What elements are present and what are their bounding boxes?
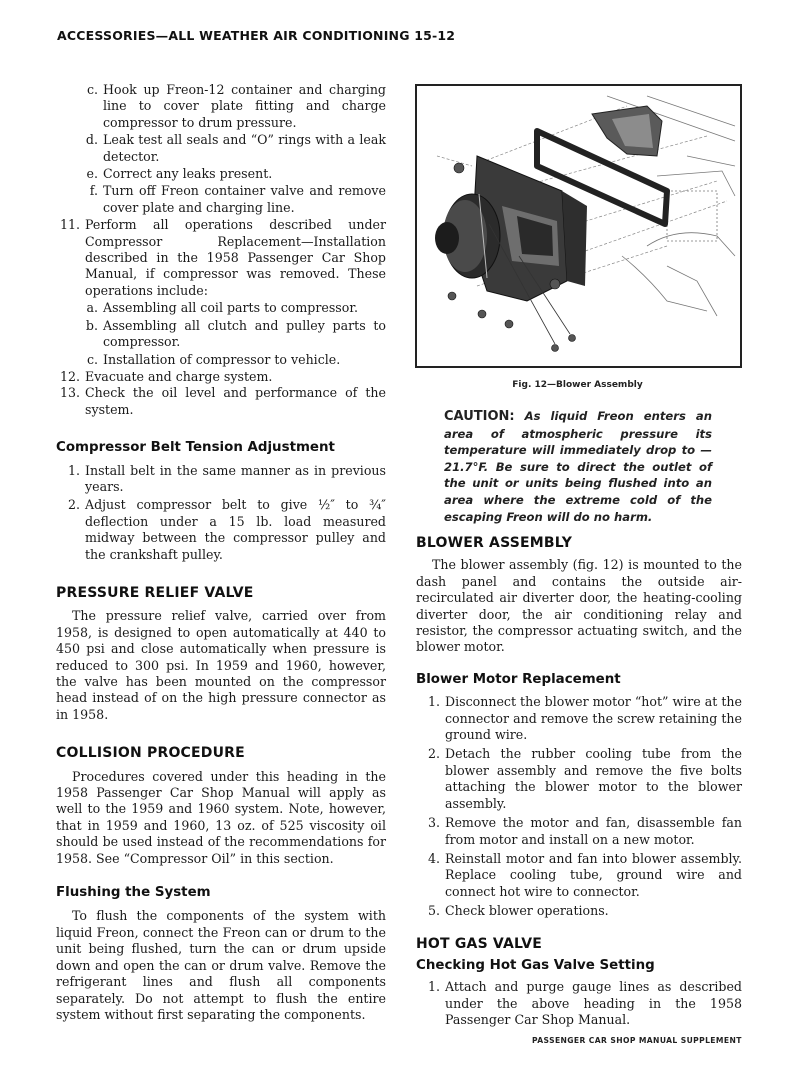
item-label: 11. — [59, 217, 80, 233]
item-text: Leak test all seals and “O” rings with a leak detector. — [103, 132, 386, 164]
item-label: f. — [89, 183, 98, 199]
figure-caption: Fig. 12—Blower Assembly — [512, 380, 643, 390]
list-item — [56, 318, 386, 351]
item-label: c. — [86, 82, 98, 97]
item-text: Detach the rubber cooling tube from the blower assembly and remove the five bolts attaching the blower motor to the blower assembly. — [445, 746, 742, 811]
list-item — [416, 746, 742, 812]
item-text: Perform all operations described under Compressor Replacement—Installation described in the 1958 Passenger Car Shop Manual, if compressor was removed. These operations include: — [85, 217, 386, 298]
section-heading-blower-assembly: BLOWER ASSEMBLY — [416, 535, 573, 551]
item-label: 1. — [427, 979, 440, 995]
blower-assembly-paragraph: The blower assembly (fig. 12) is mounted to the dash panel and contains the outside air-recirculated air diverter door, the heating-cooling diverter door, the air conditioning relay and resistor, the compressor actuating switch, and the blower motor. — [416, 557, 742, 655]
section-heading-flushing: Flushing the System — [56, 885, 211, 901]
list-item — [56, 166, 386, 182]
list-item — [56, 82, 386, 131]
item-text: Remove the motor and fan, disassemble fan from motor and install on a new motor. — [445, 815, 742, 847]
item-label: 3. — [427, 815, 440, 831]
item-text: Install belt in the same manner as in previous years. — [85, 462, 386, 494]
page-footer: PASSENGER CAR SHOP MANUAL SUPPLEMENT — [532, 1036, 742, 1045]
item-text: Assembling all coil parts to compressor. — [103, 300, 358, 316]
item-text: Correct any leaks present. — [103, 166, 273, 182]
list-item — [56, 352, 386, 368]
list-item — [416, 851, 742, 900]
item-text: Reinstall motor and fan into blower assembly. Replace cooling tube, ground wire and connect hot wire to connector. — [445, 850, 742, 899]
caution-text: As liquid Freon enters an area of atmospheric pressure its temperature will immediately drop to —21.7°F. Be sure to direct the outlet of the unit or units being flushed into an area where the extreme cold of the escaping Freon will do no harm. — [444, 409, 712, 524]
list-item — [56, 369, 386, 385]
item-text: Turn off Freon container valve and remove cover plate and charging line. — [103, 183, 386, 215]
item-text: Assembling all clutch and pulley parts to compressor. — [103, 317, 386, 350]
collision-paragraph: Procedures covered under this heading in the 1958 Passenger Car Shop Manual will apply as well to the 1959 and 1960 system. Note, however, that in 1959 and 1960, 13 oz. of 525 viscosity oil should be used instead of the recommendations for 1958. See “Compressor Oil” in this section. — [56, 768, 386, 866]
list-item — [56, 463, 386, 496]
item-text: Evacuate and charge system. — [85, 368, 273, 384]
list-item — [416, 694, 742, 743]
list-item — [56, 497, 386, 563]
list-item — [56, 300, 386, 316]
item-label: 2. — [427, 746, 440, 762]
item-text: Hook up Freon-12 container and charging line to cover plate fitting and charge compressor to drum pressure. — [103, 82, 386, 130]
section-heading-belt-tension: Compressor Belt Tension Adjustment — [56, 440, 335, 456]
flushing-paragraph: To flush the components of the system with liquid Freon, connect the Freon can or drum to the unit being flushed, turn the can or drum upside down and open the can or drum valve. Remove the refrigerant lines and flush all components separately. Do not attempt to flush the entire system without first separating the components. — [56, 908, 386, 1022]
item-text: Adjust compressor belt to give ½″ to ¾″ deflection under a 15 lb. load measured midway between the compressor pulley and the crankshaft pulley. — [85, 497, 386, 562]
list-item — [416, 979, 742, 1028]
list-item — [56, 183, 386, 216]
right-column — [416, 535, 742, 1030]
item-label: c. — [86, 351, 98, 367]
item-text: Installation of compressor to vehicle. — [103, 351, 341, 367]
item-label: 2. — [67, 497, 80, 513]
item-label: 1. — [427, 694, 440, 710]
section-heading-blower-motor: Blower Motor Replacement — [416, 671, 621, 687]
caution-label: CAUTION: — [444, 409, 515, 424]
list-item — [416, 815, 742, 848]
blower-assembly-illustration — [417, 86, 740, 366]
item-text: Check the oil level and performance of the system. — [85, 385, 386, 417]
section-heading-pressure-relief: PRESSURE RELIEF VALVE — [56, 584, 254, 601]
item-label: 1. — [67, 462, 80, 478]
list-item — [56, 217, 386, 299]
item-label: 5. — [427, 903, 440, 919]
left-column — [56, 82, 386, 1023]
list-item — [416, 903, 742, 919]
running-head: ACCESSORIES—ALL WEATHER AIR CONDITIONING 15-12 — [57, 28, 456, 43]
item-label: 13. — [59, 385, 80, 401]
pressure-relief-paragraph: The pressure relief valve, carried over from 1958, is designed to open automatically at 440 to 450 psi and close automatically when pressure is reduced to 300 psi. In 1959 and 1960, however, the valve has been mounted on the compressor head instead of on the high pressure connector as in 1958. — [56, 608, 386, 722]
item-text: Disconnect the blower motor “hot” wire at the connector and remove the screw retaining the ground wire. — [445, 694, 742, 743]
list-item — [56, 132, 386, 165]
list-item — [56, 385, 386, 418]
item-label: 4. — [427, 850, 440, 866]
item-label: a. — [86, 300, 98, 316]
section-heading-hot-gas-valve: HOT GAS VALVE — [416, 935, 543, 952]
item-label: e. — [86, 166, 98, 182]
section-heading-checking-hot-gas: Checking Hot Gas Valve Setting — [416, 957, 655, 973]
item-label: 12. — [59, 368, 80, 384]
item-text: Attach and purge gauge lines as described under the above heading in the 1958 Passenger Car Shop Manual. — [445, 979, 742, 1028]
item-label: b. — [85, 317, 98, 333]
caution-note — [444, 408, 712, 525]
item-label: d. — [85, 132, 98, 148]
item-text: Check blower operations. — [445, 903, 609, 919]
figure-blower-assembly — [415, 84, 742, 368]
section-heading-collision: COLLISION PROCEDURE — [56, 745, 245, 762]
